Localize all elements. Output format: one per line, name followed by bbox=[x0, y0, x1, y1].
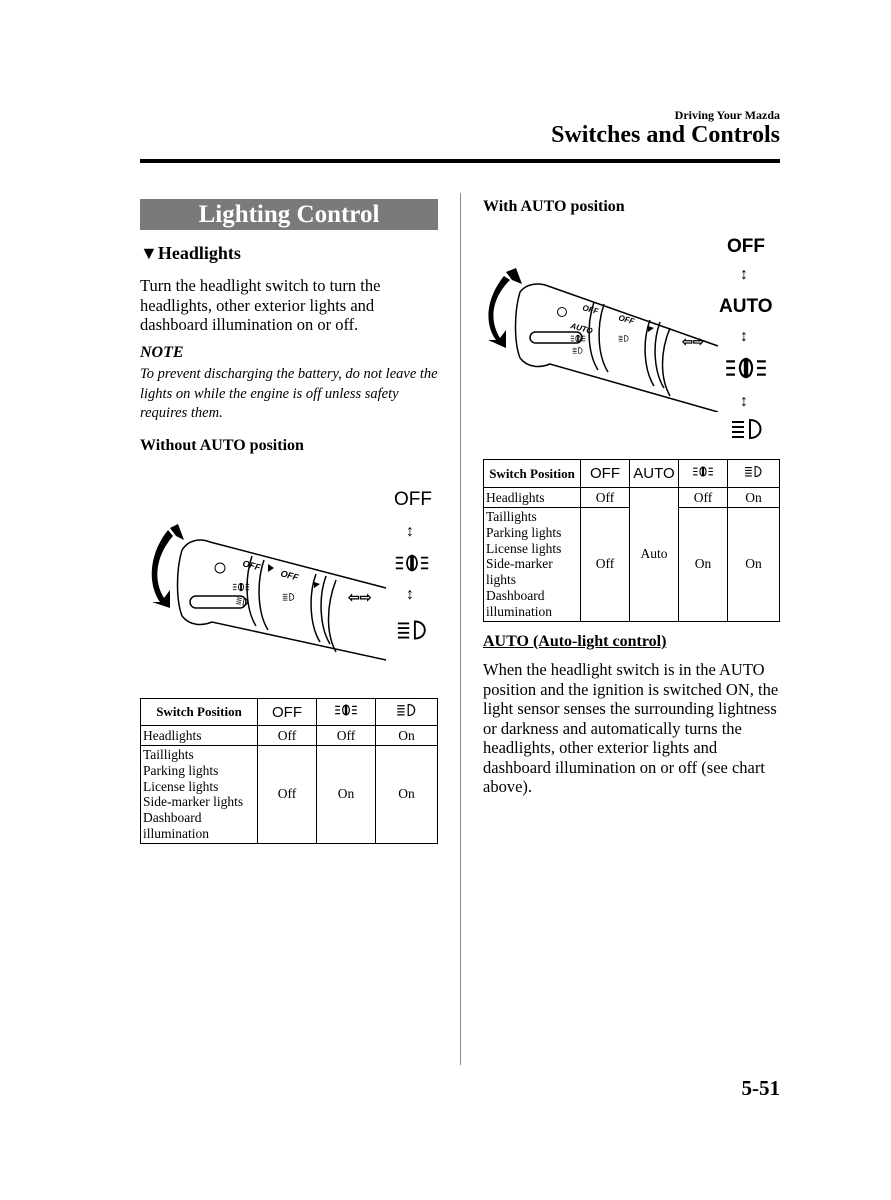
with-auto-heading: With AUTO position bbox=[483, 198, 625, 215]
header-rule bbox=[140, 159, 780, 163]
svg-text:⇦⇨: ⇦⇨ bbox=[682, 334, 704, 349]
note-text: To prevent discharging the battery, do not leave the lights on while the engine is off unless safety requires them. bbox=[140, 366, 438, 421]
position-arrow-1: ↕ bbox=[406, 523, 414, 540]
table-header-parking-icon bbox=[679, 460, 728, 488]
parking-light-icon bbox=[724, 355, 768, 381]
auto-light-control-heading: AUTO (Auto-light control) bbox=[483, 633, 667, 650]
cell-value: Off bbox=[679, 488, 728, 508]
svg-text:OFF: OFF bbox=[617, 313, 636, 327]
table-header-switch-position: Switch Position bbox=[484, 460, 581, 488]
svg-text:OFF: OFF bbox=[581, 303, 600, 317]
position-arrow-2: ↕ bbox=[406, 586, 414, 603]
diagram-auto-label: AUTO bbox=[719, 296, 773, 317]
cell-value: Off bbox=[581, 508, 630, 622]
cell-value: Off bbox=[317, 726, 376, 746]
triangle-marker-icon: ▼ bbox=[140, 243, 158, 263]
cell-value: On bbox=[728, 508, 780, 622]
cell-value: On bbox=[728, 488, 780, 508]
svg-text:AUTO: AUTO bbox=[569, 321, 594, 336]
parking-light-icon bbox=[394, 552, 430, 574]
row-label: Headlights bbox=[484, 488, 581, 508]
cell-value: Off bbox=[258, 726, 317, 746]
row-label: Taillights Parking lights License lights Side-marker lights Dashboard illumination bbox=[141, 746, 258, 844]
table-header-auto: AUTO bbox=[630, 460, 679, 488]
table-row bbox=[141, 726, 438, 746]
cell-value: On bbox=[376, 726, 438, 746]
diagram-off-label: OFF bbox=[394, 489, 432, 510]
intro-paragraph: Turn the headlight switch to turn the headlights, other exterior lights and dashboard illumination on or off. bbox=[140, 276, 381, 334]
without-auto-heading: Without AUTO position bbox=[140, 437, 304, 454]
table-header-off: OFF bbox=[258, 699, 317, 726]
table-row bbox=[141, 746, 438, 844]
table-header-switch-position: Switch Position bbox=[141, 699, 258, 726]
position-arrow-3: ↕ bbox=[740, 393, 748, 410]
note-heading: NOTE bbox=[140, 344, 184, 361]
switch-table-with-auto bbox=[483, 459, 780, 622]
table-row bbox=[484, 488, 780, 508]
subsection-title: Headlights bbox=[157, 243, 241, 263]
subsection-heading bbox=[140, 243, 241, 264]
diagram-off-label: OFF bbox=[727, 236, 765, 257]
row-label: Headlights bbox=[141, 726, 258, 746]
switch-diagram-with-auto bbox=[482, 262, 722, 412]
headlight-icon bbox=[396, 619, 430, 641]
position-arrow-2: ↕ bbox=[740, 328, 748, 345]
table-header-headlight-icon bbox=[728, 460, 780, 488]
cell-value: On bbox=[317, 746, 376, 844]
svg-text:OFF: OFF bbox=[279, 568, 300, 583]
table-header-parking-icon bbox=[317, 699, 376, 726]
auto-light-control-paragraph: When the headlight switch is in the AUTO position and the ignition is switched ON, the light sensor senses the surrounding lightness or darkness and automatically turns the headlights, other exterior lights and dashboard illumination on or off (see chart above). bbox=[483, 660, 779, 796]
cell-value: Off bbox=[581, 488, 630, 508]
page-header-title: Switches and Controls bbox=[551, 122, 780, 148]
row-label: Taillights Parking lights License lights Side-marker lights Dashboard illumination bbox=[484, 508, 581, 622]
table-header-off: OFF bbox=[581, 460, 630, 488]
cell-value: On bbox=[376, 746, 438, 844]
column-divider bbox=[460, 193, 461, 1065]
position-arrow-1: ↕ bbox=[740, 266, 748, 283]
svg-text:⇦⇨: ⇦⇨ bbox=[348, 589, 372, 605]
svg-text:OFF: OFF bbox=[241, 558, 262, 573]
section-title: Lighting Control bbox=[140, 199, 438, 230]
cell-value: On bbox=[679, 508, 728, 622]
page-number: 5-51 bbox=[741, 1076, 780, 1100]
cell-value: Off bbox=[258, 746, 317, 844]
switch-table-without-auto bbox=[140, 698, 438, 844]
headlight-icon bbox=[730, 417, 766, 441]
running-header-section: Driving Your Mazda bbox=[674, 108, 780, 122]
table-header-headlight-icon bbox=[376, 699, 438, 726]
cell-value-auto: Auto bbox=[630, 488, 679, 622]
